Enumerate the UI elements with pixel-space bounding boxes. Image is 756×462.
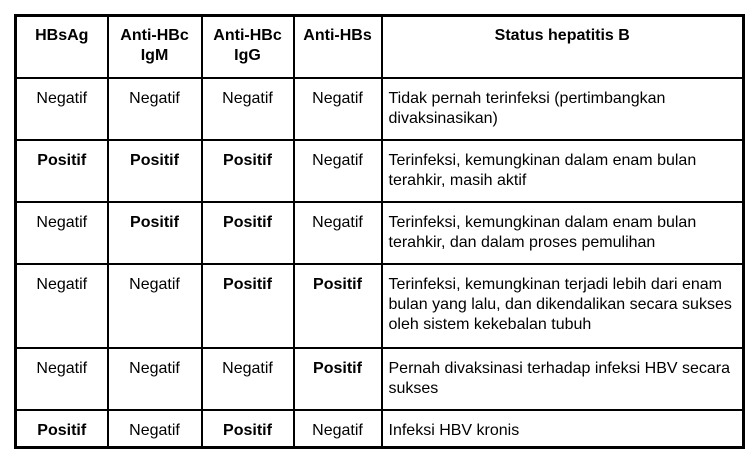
cell-anti-hbs: Negatif <box>294 410 382 448</box>
cell-status: Terinfeksi, kemungkinan terjadi lebih dari enam bulan yang lalu, dan dikendalikan secara sukses oleh sistem kekebalan tubuh <box>382 264 744 348</box>
cell-hbsag: Negatif <box>16 78 108 140</box>
cell-hbsag: Negatif <box>16 202 108 264</box>
cell-status: Terinfeksi, kemungkinan dalam enam bulan terahkir, masih aktif <box>382 140 744 202</box>
table-row <box>16 410 744 448</box>
cell-hbsag: Negatif <box>16 348 108 410</box>
cell-status: Tidak pernah terinfeksi (pertimbangkan divaksinasikan) <box>382 78 744 140</box>
cell-anti-hbs: Negatif <box>294 202 382 264</box>
header-anti-hbc-igg-text: Anti-HBc IgG <box>213 27 282 64</box>
header-anti-hbc-igm <box>108 16 202 78</box>
cell-anti-hbs: Positif <box>294 264 382 348</box>
table-header-row <box>16 16 744 78</box>
cell-anti-hbc-igm: Negatif <box>108 264 202 348</box>
table-row <box>16 78 744 140</box>
table-row <box>16 348 744 410</box>
cell-anti-hbs: Negatif <box>294 78 382 140</box>
cell-anti-hbs: Positif <box>294 348 382 410</box>
cell-anti-hbc-igg: Positif <box>202 410 294 448</box>
table-row <box>16 140 744 202</box>
cell-anti-hbc-igm: Positif <box>108 202 202 264</box>
cell-anti-hbc-igm: Negatif <box>108 78 202 140</box>
header-hbsag: HBsAg <box>16 16 108 78</box>
cell-status: Terinfeksi, kemungkinan dalam enam bulan terahkir, dan dalam proses pemulihan <box>382 202 744 264</box>
cell-anti-hbc-igm: Positif <box>108 140 202 202</box>
cell-anti-hbc-igg: Positif <box>202 140 294 202</box>
cell-anti-hbc-igm: Negatif <box>108 348 202 410</box>
cell-anti-hbs: Negatif <box>294 140 382 202</box>
hepatitis-b-status-table <box>14 14 745 449</box>
header-status: Status hepatitis B <box>382 16 744 78</box>
table-row <box>16 264 744 348</box>
cell-anti-hbc-igg: Negatif <box>202 348 294 410</box>
cell-anti-hbc-igg: Negatif <box>202 78 294 140</box>
header-anti-hbs: Anti-HBs <box>294 16 382 78</box>
table-row <box>16 202 744 264</box>
cell-anti-hbc-igg: Positif <box>202 264 294 348</box>
cell-hbsag: Positif <box>16 410 108 448</box>
header-anti-hbc-igg <box>202 16 294 78</box>
header-anti-hbc-igm-text: Anti-HBc IgM <box>120 27 189 64</box>
cell-status: Pernah divaksinasi terhadap infeksi HBV secara sukses <box>382 348 744 410</box>
cell-hbsag: Positif <box>16 140 108 202</box>
cell-hbsag: Negatif <box>16 264 108 348</box>
cell-anti-hbc-igm: Negatif <box>108 410 202 448</box>
cell-status: Infeksi HBV kronis <box>382 410 744 448</box>
cell-anti-hbc-igg: Positif <box>202 202 294 264</box>
